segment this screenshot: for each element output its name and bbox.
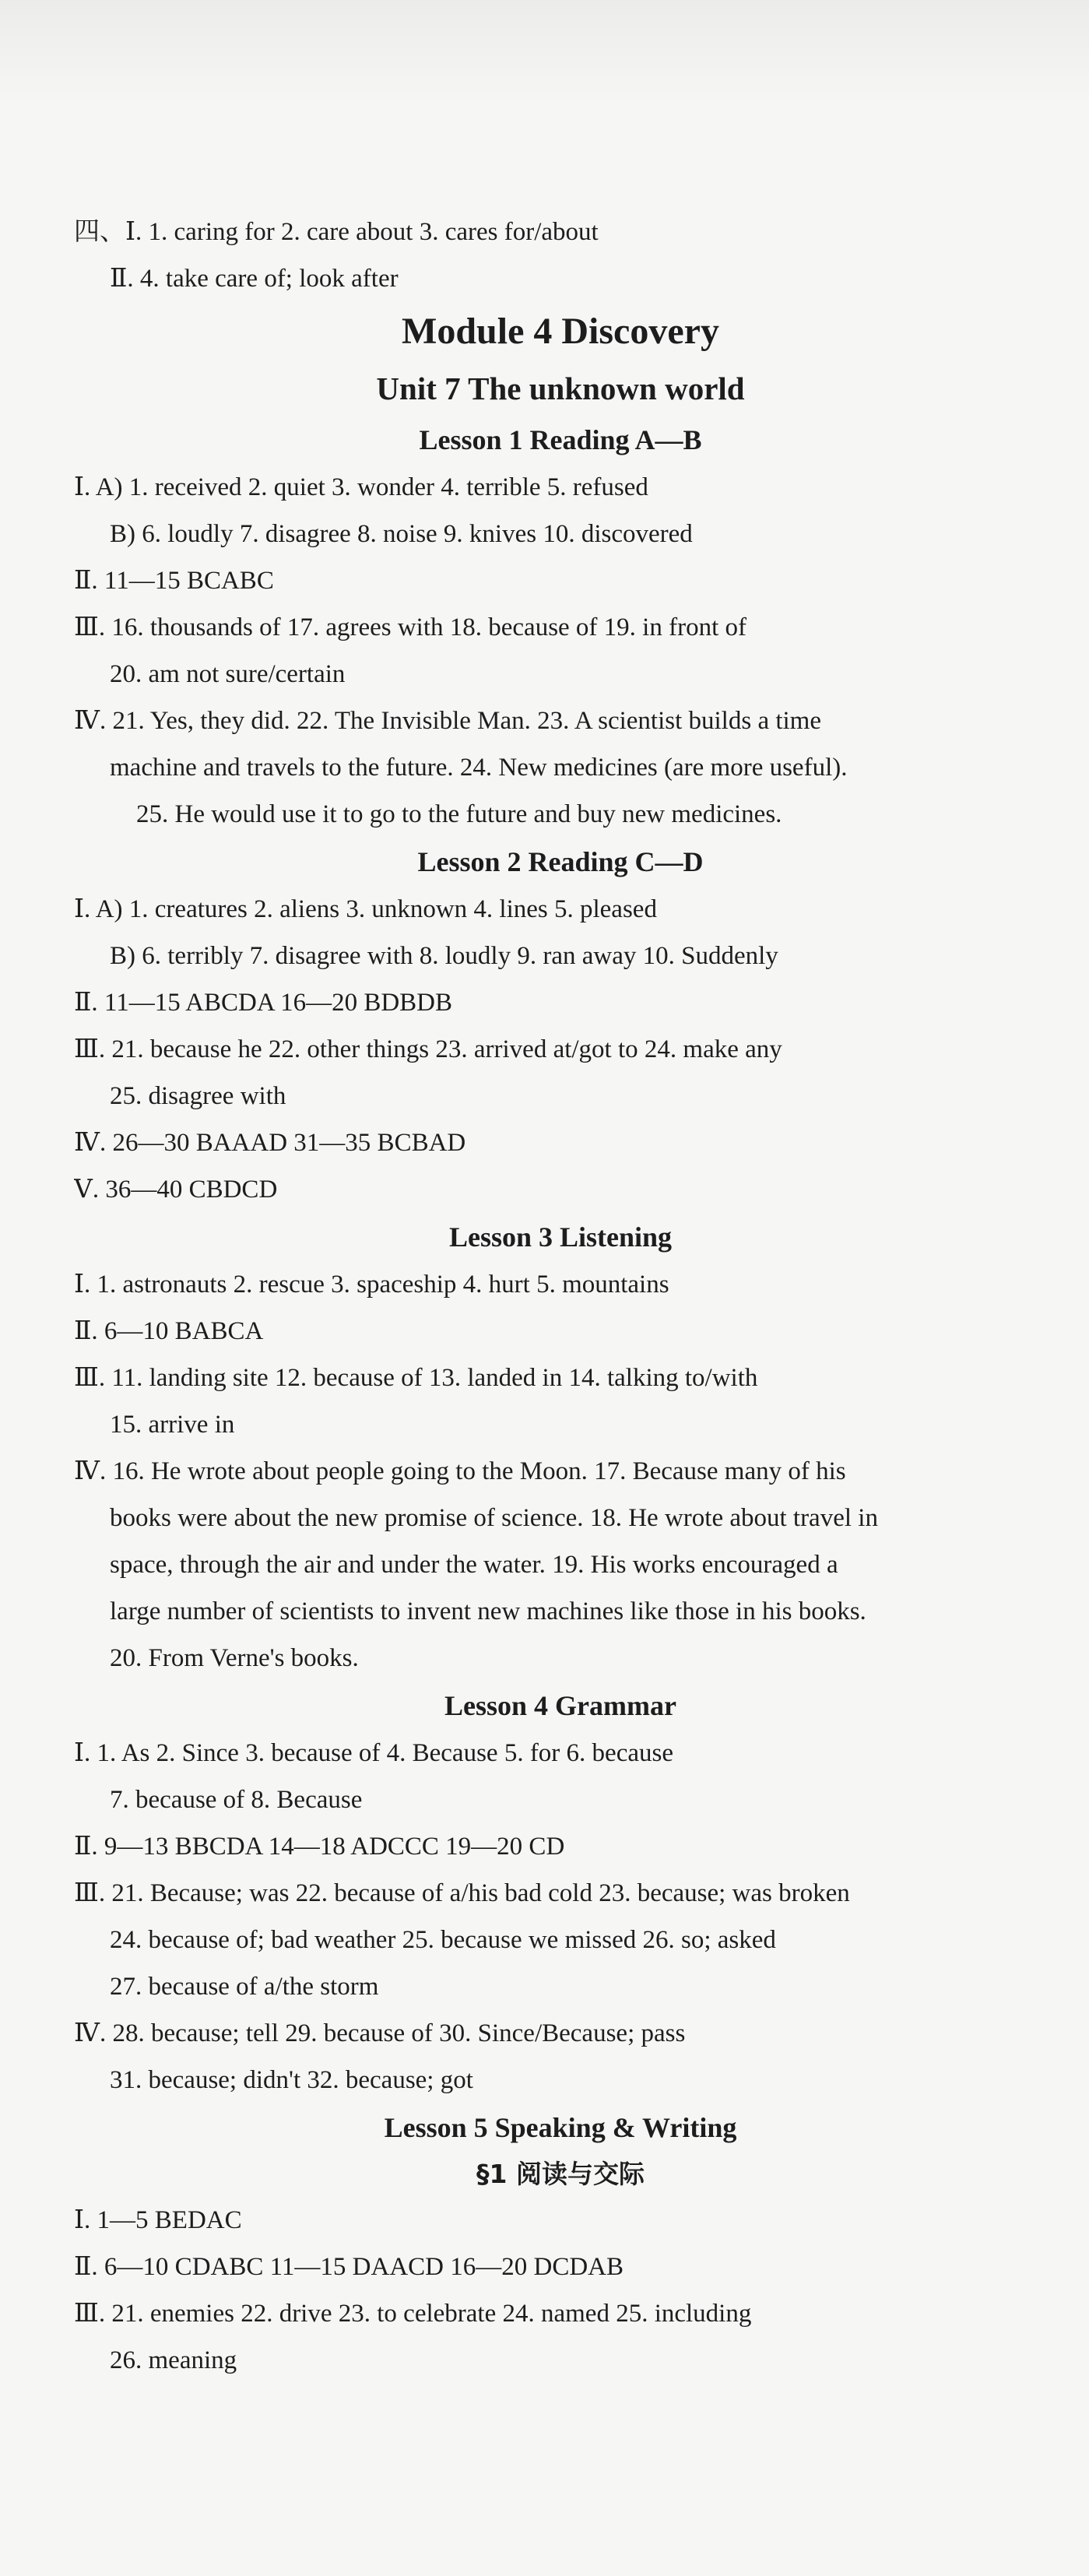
lesson-heading: Lesson 3 Listening	[448, 1221, 673, 1253]
answer-line: B) 6. loudly 7. disagree 8. noise 9. knives 10. discovered	[110, 520, 693, 548]
top-scan-band	[0, 0, 1089, 105]
answer-line: books were about the new promise of science. 18. He wrote about travel in	[110, 1504, 878, 1532]
answer-line: 20. am not sure/certain	[110, 660, 346, 688]
answer-line: Ⅰ. A) 1. creatures 2. aliens 3. unknown 4. lines 5. pleased	[74, 895, 657, 923]
module-title: Module 4 Discovery	[402, 311, 719, 352]
unit-title: Unit 7 The unknown world	[376, 371, 745, 406]
answer-line: Ⅲ. 11. landing site 12. because of 13. landed in 14. talking to/with	[74, 1364, 758, 1392]
answer-line: Ⅱ. 6—10 CDABC 11—15 DAACD 16—20 DCDAB	[74, 2253, 624, 2281]
answer-line: 25. He would use it to go to the future and buy new medicines.	[136, 800, 782, 828]
lesson-heading: Lesson 2 Reading C—D	[417, 846, 704, 877]
answer-line: 25. disagree with	[110, 1082, 286, 1110]
answer-line: Ⅱ. 6—10 BABCA	[74, 1317, 264, 1345]
answer-line: Ⅳ. 16. He wrote about people going to the Moon. 17. Because many of his	[74, 1457, 846, 1485]
answer-line: 24. because of; bad weather 25. because we missed 26. so; asked	[110, 1926, 776, 1954]
answer-line: Ⅳ. 21. Yes, they did. 22. The Invisible Man. 23. A scientist builds a time	[74, 707, 821, 735]
answer-line: Ⅰ. 1—5 BEDAC	[74, 2206, 242, 2234]
answer-line: large number of scientists to invent new machines like those in his books.	[110, 1597, 866, 1625]
answer-line: 27. because of a/the storm	[110, 1973, 379, 2001]
answer-line: Ⅰ. A) 1. received 2. quiet 3. wonder 4. terrible 5. refused	[74, 473, 648, 501]
answer-line: Ⅰ. 1. astronauts 2. rescue 3. spaceship 4. hurt 5. mountains	[74, 1270, 669, 1299]
answer-line: Ⅱ. 4. take care of; look after	[110, 265, 399, 293]
answer-line: 15. arrive in	[110, 1411, 235, 1439]
answer-content	[74, 209, 1047, 2384]
answer-line: Ⅱ. 11—15 BCABC	[74, 567, 274, 595]
answer-line: Ⅴ. 36—40 CBDCD	[74, 1176, 278, 1204]
answer-line: Ⅲ. 21. because he 22. other things 23. arrived at/got to 24. make any	[74, 1035, 782, 1063]
answer-line: Ⅲ. 21. enemies 22. drive 23. to celebrate 24. named 25. including	[74, 2300, 752, 2328]
answer-line: B) 6. terribly 7. disagree with 8. loudly 9. ran away 10. Suddenly	[110, 942, 778, 970]
answer-line: 31. because; didn't 32. because; got	[110, 2066, 473, 2094]
answer-line: machine and travels to the future. 24. New medicines (are more useful).	[110, 754, 848, 782]
section-heading: §1 阅读与交际	[476, 2159, 645, 2189]
answer-line: 四、Ⅰ. 1. caring for 2. care about 3. cares for/about	[74, 218, 599, 246]
answer-line: 26. meaning	[110, 2346, 237, 2374]
answer-line: Ⅱ. 9—13 BBCDA 14—18 ADCCC 19—20 CD	[74, 1833, 565, 1861]
answer-line: space, through the air and under the water. 19. His works encouraged a	[110, 1551, 838, 1579]
answer-line: 7. because of 8. Because	[110, 1786, 363, 1814]
lesson-heading: Lesson 4 Grammar	[444, 1690, 676, 1721]
answer-line: Ⅳ. 28. because; tell 29. because of 30. Since/Because; pass	[74, 2019, 686, 2047]
answer-line: Ⅲ. 21. Because; was 22. because of a/his bad cold 23. because; was broken	[74, 1879, 850, 1907]
answer-line: Ⅲ. 16. thousands of 17. agrees with 18. because of 19. in front of	[74, 613, 746, 641]
answer-line: Ⅳ. 26—30 BAAAD 31—35 BCBAD	[74, 1129, 466, 1157]
lesson-heading: Lesson 5 Speaking & Writing	[384, 2112, 737, 2143]
answer-line: Ⅰ. 1. As 2. Since 3. because of 4. Because 5. for 6. because	[74, 1739, 673, 1767]
answer-line: 20. From Verne's books.	[110, 1644, 359, 1672]
lesson-heading: Lesson 1 Reading A—B	[419, 424, 702, 455]
answer-line: Ⅱ. 11—15 ABCDA 16—20 BDBDB	[74, 989, 453, 1017]
